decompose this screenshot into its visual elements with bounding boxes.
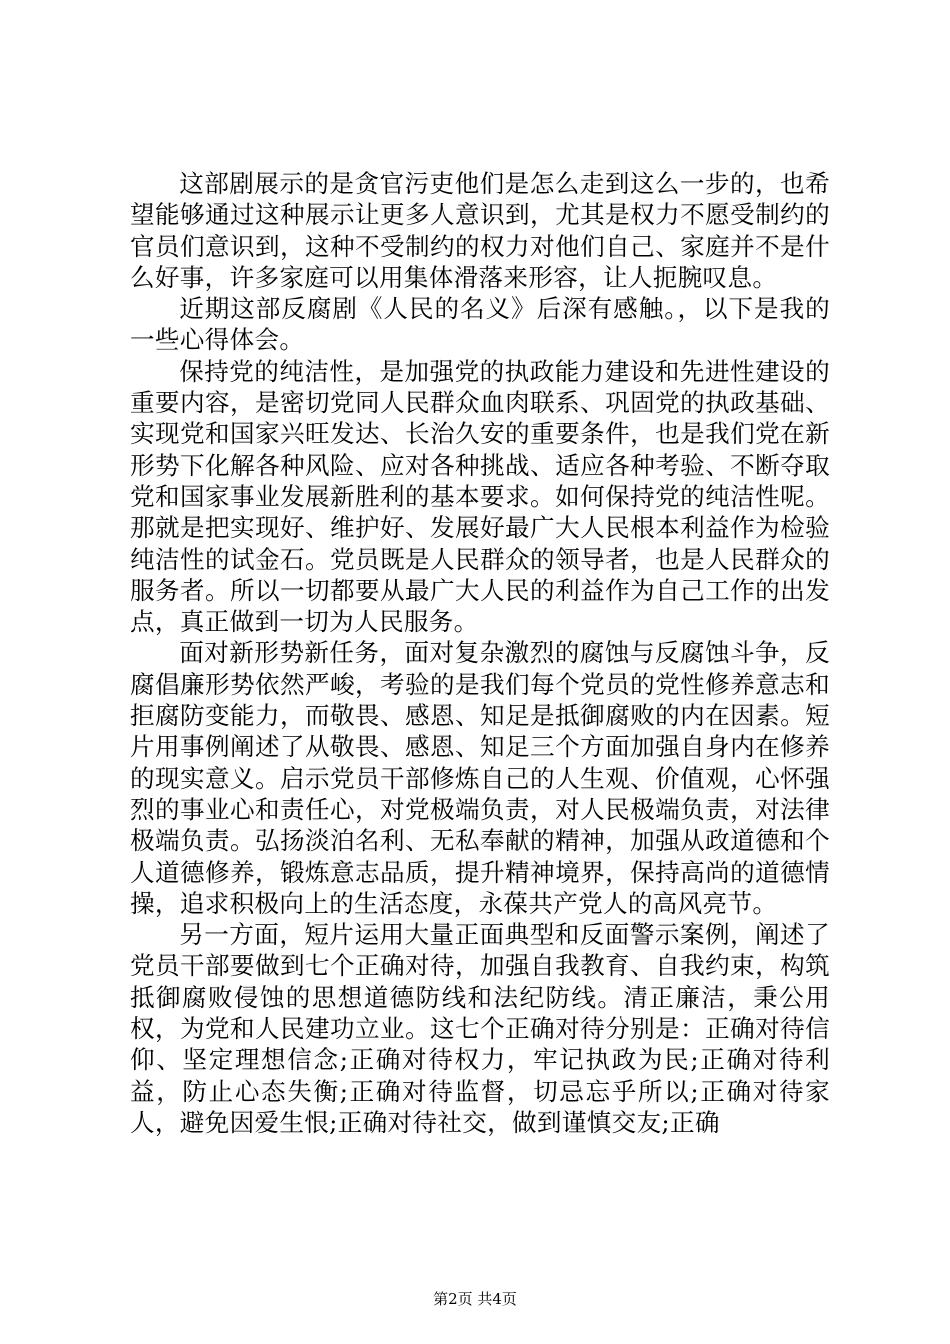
paragraph: 面对新形势新任务，面对复杂激烈的腐蚀与反腐蚀斗争，反腐倡廉形势依然严峻，考验的是我们每个党员的党性修养意志和拒腐防变能力，而敬畏、感恩、知足是抵御腐败的内在因素。短片用事例阐述了从敬畏、感恩、知足三个方面加强自身内在修养的现实意义。启示党员干部修炼自己的人生观、价值观，心怀强烈的事业心和责任心，对党极端负责，对人民极端负责，对法律极端负责。弘扬淡泊名利、无私奉献的精神，加强从政道德和个人道德修养，锻炼意志品质，提升精神境界，保持高尚的道德情操，追求积极向上的生活态度，永葆共产党人的高风亮节。 (130, 638, 830, 918)
document-body (130, 168, 830, 1138)
page-footer: 第2页 共4页 (433, 1290, 517, 1308)
paragraph: 保持党的纯洁性，是加强党的执政能力建设和先进性建设的重要内容，是密切党同人民群众血肉联系、巩固党的执政基础、实现党和国家兴旺发达、长治久安的重要条件，也是我们党在新形势下化解各种风险、应对各种挑战、适应各种考验、不断夺取党和国家事业发展新胜利的基本要求。如何保持党的纯洁性呢。那就是把实现好、维护好、发展好最广大人民根本利益作为检验纯洁性的试金石。党员既是人民群众的领导者，也是人民群众的服务者。所以一切都要从最广大人民的利益作为自己工作的出发点，真正做到一切为人民服务。 (130, 356, 830, 637)
paragraph: 近期这部反腐剧《人民的名义》后深有感触。，以下是我的一些心得体会。 (130, 294, 830, 355)
paragraph: 另一方面，短片运用大量正面典型和反面警示案例，阐述了党员干部要做到七个正确对待，加强自我教育、自我约束，构筑抵御腐败侵蚀的思想道德防线和法纪防线。清正廉洁，秉公用权，为党和人民建功立业。这七个正确对待分别是：正确对待信仰、坚定理想信念;正确对待权力，牢记执政为民;正确对待利益，防止心态失衡;正确对待监督，切忌忘乎所以;正确对待家人，避免因爱生恨;正确对待社交，做到谨慎交友;正确 (130, 920, 830, 1137)
paragraph: 这部剧展示的是贪官污吏他们是怎么走到这么一步的，也希望能够通过这种展示让更多人意识到，尤其是权力不愿受制约的官员们意识到，这种不受制约的权力对他们自己、家庭并不是什么好事，许多家庭可以用集体滑落来形容，让人扼腕叹息。 (130, 169, 830, 292)
